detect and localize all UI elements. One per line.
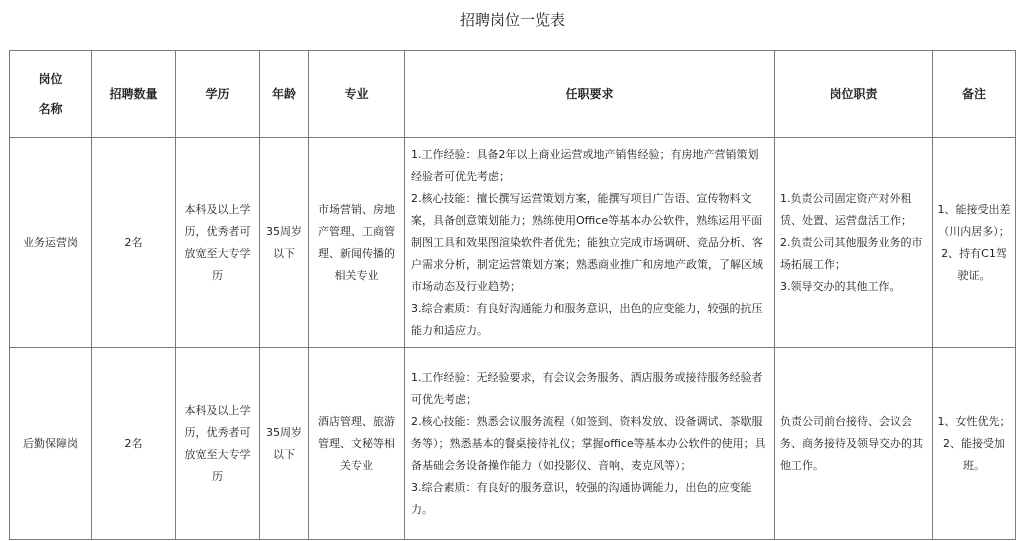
- duty-item: 1.负责公司固定资产对外租赁、处置、运营盘活工作；: [780, 191, 912, 227]
- cell-major: 酒店管理、旅游管理、文秘等相关专业: [309, 348, 405, 540]
- requirement-item: 1.工作经验：无经验要求，有会议会务服务、酒店服务或接待服务经验者可优先考虑；: [411, 370, 763, 406]
- header-education: 学历: [176, 51, 260, 138]
- cell-position: 后勤保障岗: [10, 348, 92, 540]
- cell-education: 本科及以上学历，优秀者可放宽至大专学历: [176, 348, 260, 540]
- table-row: [10, 348, 1016, 540]
- cell-count: 2名: [92, 348, 176, 540]
- cell-count: 2名: [92, 138, 176, 348]
- cell-duties: [775, 138, 933, 348]
- cell-remarks: 1、能接受出差（川内居多）；2、持有C1驾驶证。: [933, 138, 1016, 348]
- duty-item: 3.领导交办的其他工作。: [780, 279, 901, 293]
- cell-education: 本科及以上学历，优秀者可放宽至大专学历: [176, 138, 260, 348]
- header-age: 年龄: [260, 51, 309, 138]
- requirement-item: 3.综合素质：有良好沟通能力和服务意识，出色的应变能力，较强的抗压能力和适应力。: [411, 301, 763, 337]
- header-position: 岗位 名称: [10, 51, 92, 138]
- cell-requirements: [405, 138, 775, 348]
- header-remarks: 备注: [933, 51, 1016, 138]
- requirement-item: 1.工作经验：具备2年以上商业运营或地产销售经验；有房地产营销策划经验者可优先考虑；: [411, 147, 759, 183]
- cell-duties: [775, 348, 933, 540]
- recruitment-table: [9, 50, 1016, 540]
- header-row: [10, 51, 1016, 138]
- header-major: 专业: [309, 51, 405, 138]
- duty-item: 2.负责公司其他服务业务的市场拓展工作；: [780, 235, 923, 271]
- header-requirements: 任职要求: [405, 51, 775, 138]
- cell-age: 35周岁以下: [260, 348, 309, 540]
- requirement-item: 2.核心技能：熟悉会议服务流程（如签到、资料发放、设备调试、茶歇服务等）；熟悉基本的餐桌接待礼仪；掌握office等基本办公软件的使用；具备基础会务设备操作能力（如投影仪、音响、麦克风等）；: [411, 414, 766, 472]
- cell-position: 业务运营岗: [10, 138, 92, 348]
- table-row: [10, 138, 1016, 348]
- page-title: 招聘岗位一览表: [459, 11, 565, 29]
- requirement-item: 2.核心技能：擅长撰写运营策划方案，能撰写项目广告语、宣传物料文案，具备创意策划能力；熟练使用Office等基本办公软件，熟练运用平面制图工具和效果图渲染软件者优先；能独立完成市场调研、竞品分析、客户需求分析，制定运营策划方案；熟悉商业推广和房地产政策，了解区域市场动态及行业趋势；: [411, 191, 763, 293]
- cell-major: 市场营销、房地产管理、工商管理、新闻传播的相关专业: [309, 138, 405, 348]
- duty-item: 负责公司前台接待、会议会务、商务接待及领导交办的其他工作。: [780, 414, 923, 472]
- cell-age: 35周岁以下: [260, 138, 309, 348]
- requirement-item: 3.综合素质：有良好的服务意识，较强的沟通协调能力，出色的应变能力。: [411, 480, 752, 516]
- cell-requirements: [405, 348, 775, 540]
- header-count: 招聘数量: [92, 51, 176, 138]
- header-duties: 岗位职责: [775, 51, 933, 138]
- cell-remarks: 1、女性优先；2、能接受加班。: [933, 348, 1016, 540]
